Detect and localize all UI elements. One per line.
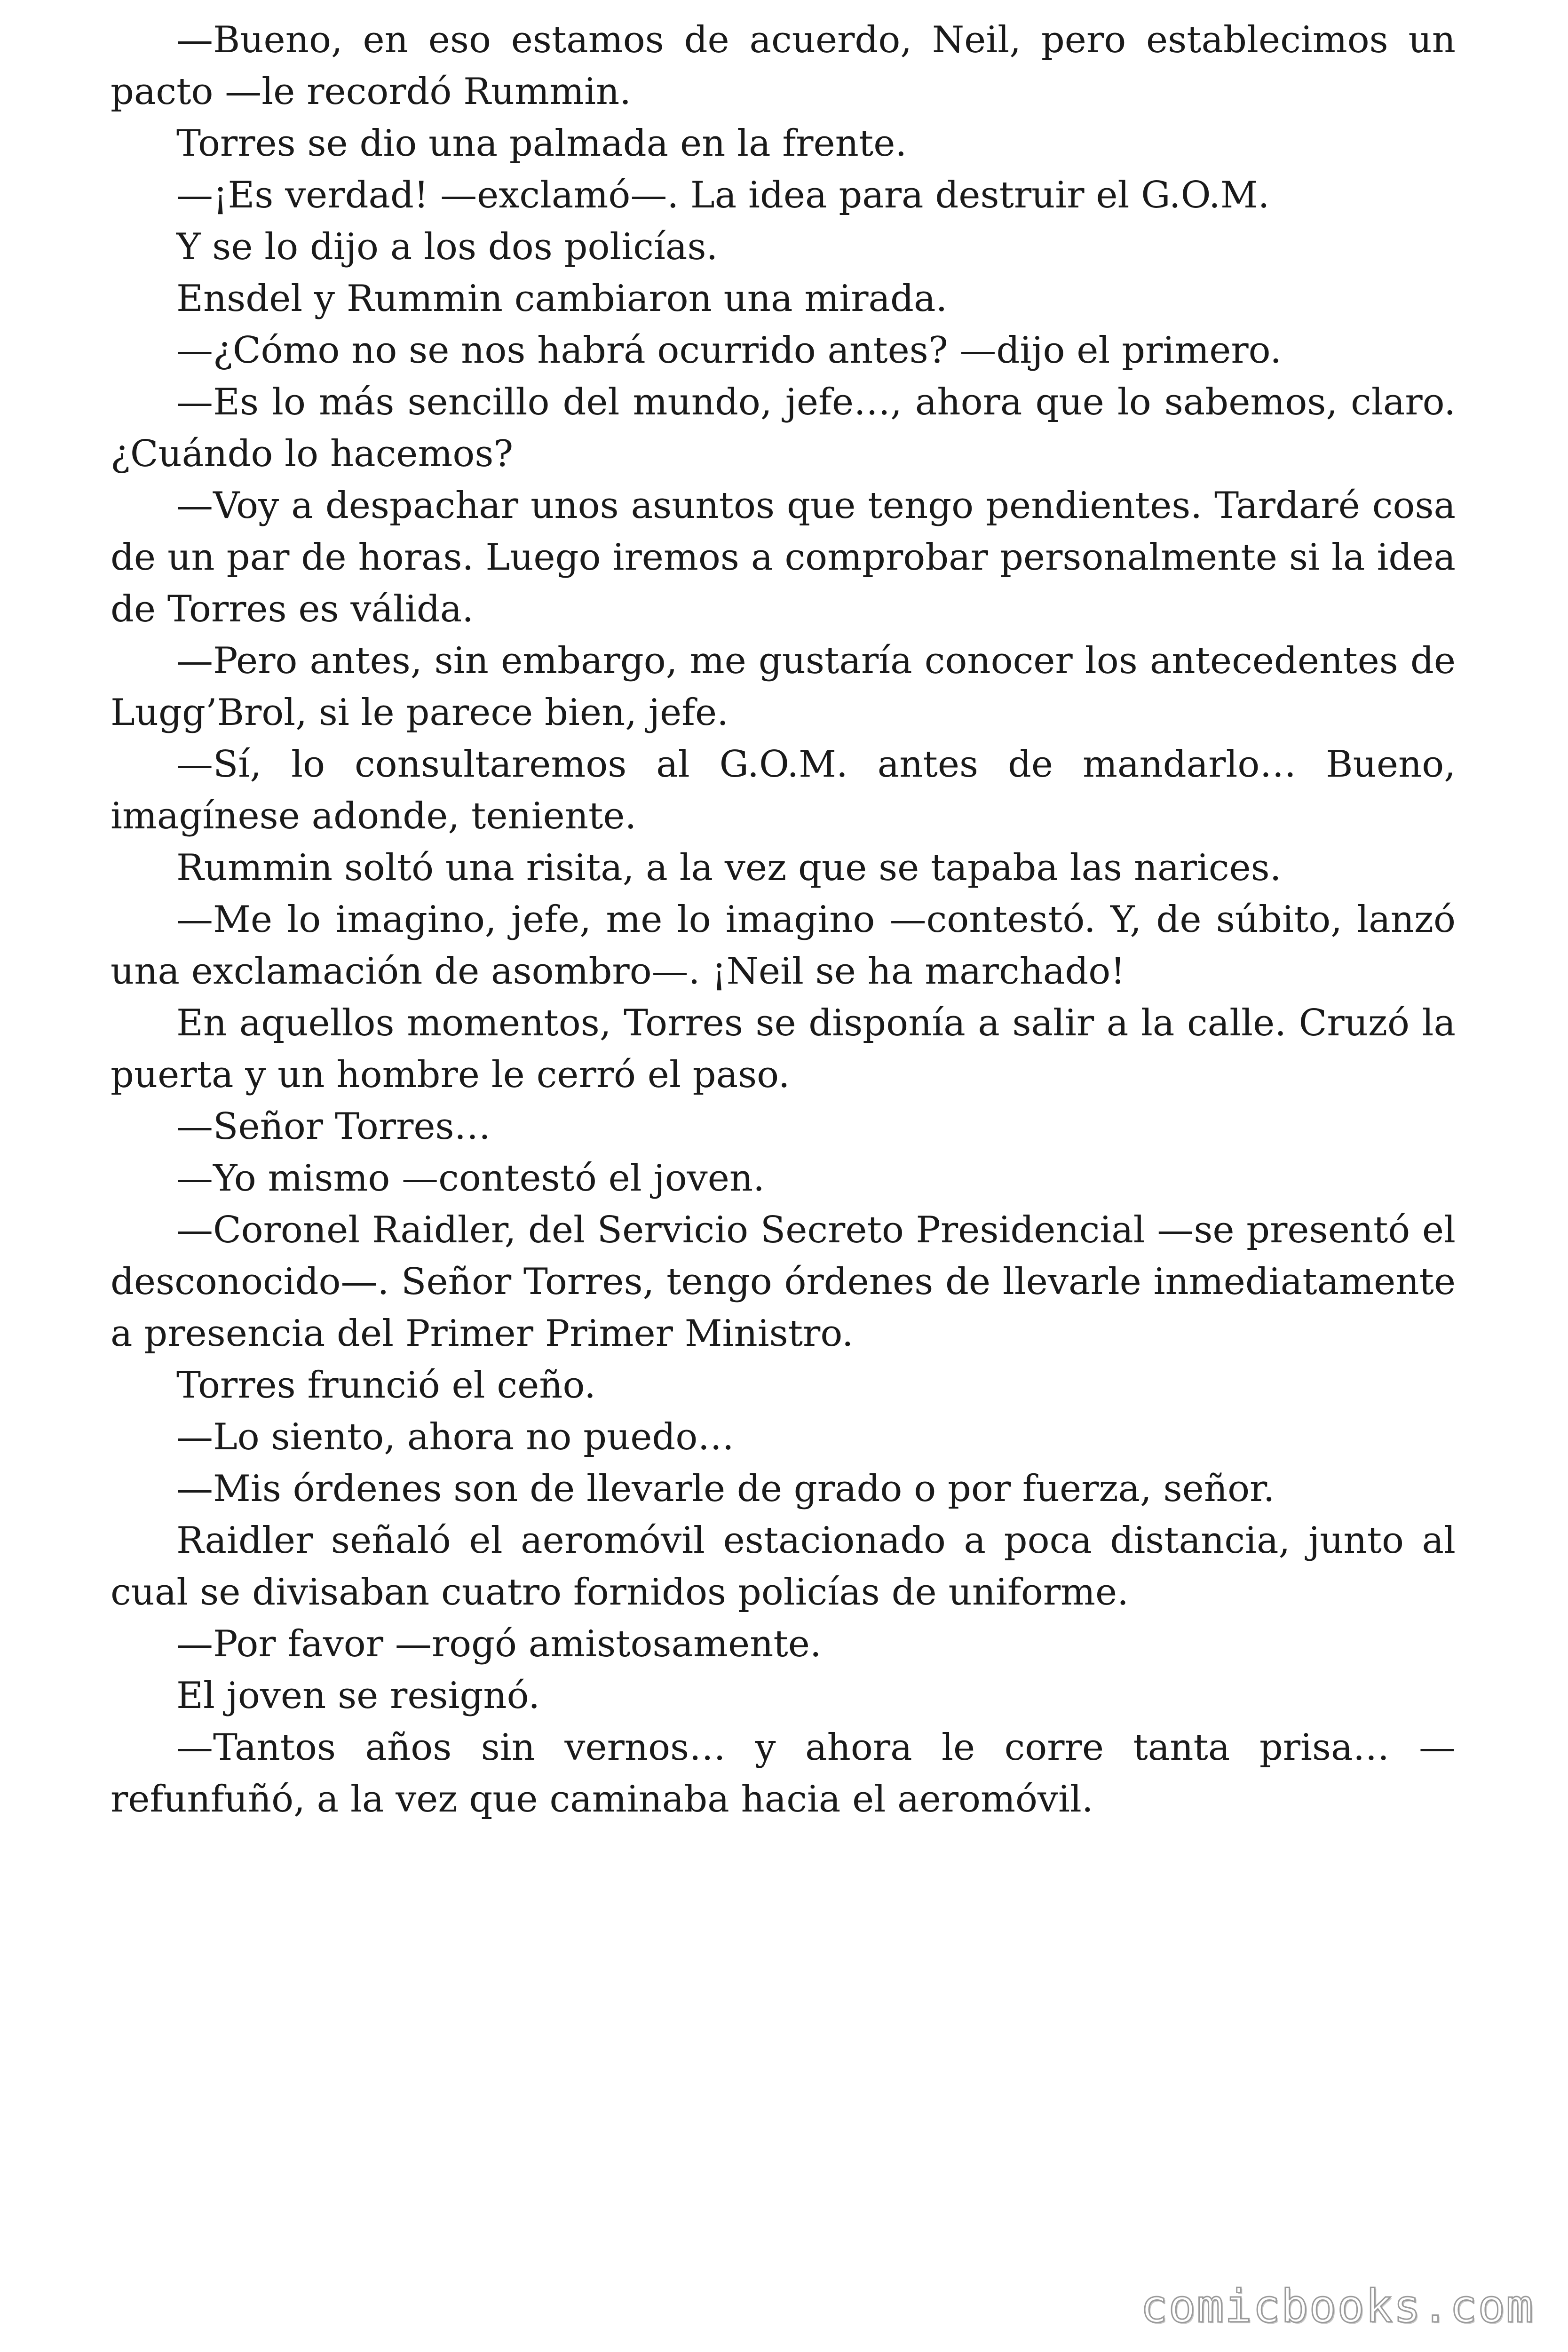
paragraph: —¡Es verdad! —exclamó—. La idea para destruir el G.O.M. bbox=[176, 174, 1270, 216]
paragraph: En aquellos momentos, Torres se disponía a salir a la calle. Cruzó la puerta y un hombre le cerró el paso. bbox=[111, 1002, 1456, 1096]
paragraph: —Yo mismo —contestó el joven. bbox=[176, 1157, 765, 1200]
paragraph: —Mis órdenes son de llevarle de grado o por fuerza, señor. bbox=[176, 1468, 1275, 1510]
paragraph: —Pero antes, sin embargo, me gustaría conocer los antecedentes de Lugg’Brol, si le parece bien, jefe. bbox=[111, 640, 1456, 734]
paragraph: Y se lo dijo a los dos policías. bbox=[176, 226, 718, 268]
paragraph: —Voy a despachar unos asuntos que tengo pendientes. Tardaré cosa de un par de horas. Luego iremos a comprobar personalmente si la idea de Torres es válida. bbox=[111, 485, 1456, 630]
paragraph: —Es lo más sencillo del mundo, jefe…, ahora que lo sabemos, claro. ¿Cuándo lo hacemos? bbox=[111, 381, 1456, 475]
paragraph: —Lo siento, ahora no puedo… bbox=[176, 1416, 735, 1458]
paragraph: —¿Cómo no se nos habrá ocurrido antes? —dijo el primero. bbox=[176, 329, 1282, 372]
paragraph: Rummin soltó una risita, a la vez que se tapaba las narices. bbox=[176, 847, 1282, 889]
paragraph: —Me lo imagino, jefe, me lo imagino —contestó. Y, de súbito, lanzó una exclamación de asombro—. ¡Neil se ha marchado! bbox=[111, 898, 1456, 993]
paragraph: El joven se resignó. bbox=[176, 1675, 540, 1717]
paragraph: Torres frunció el ceño. bbox=[176, 1364, 596, 1406]
site-watermark: comicbooks.com bbox=[1140, 2280, 1534, 2333]
paragraph: Torres se dio una palmada en la frente. bbox=[176, 122, 907, 165]
paragraph: —Bueno, en eso estamos de acuerdo, Neil, pero establecimos un pacto —le recordó Rummin. bbox=[111, 19, 1456, 113]
paragraph: —Por favor —rogó amistosamente. bbox=[176, 1623, 822, 1665]
paragraph: —Señor Torres… bbox=[176, 1105, 491, 1148]
paragraph: —Coronel Raidler, del Servicio Secreto Presidencial —se presentó el desconocido—. Señor Torres, tengo órdenes de llevarle inmediatamente a presencia del Primer Primer Ministro. bbox=[111, 1209, 1456, 1355]
paragraph: —Tantos años sin vernos… y ahora le corre tanta prisa… —refunfuñó, a la vez que caminaba hacia el aeromóvil. bbox=[111, 1726, 1456, 1820]
paragraph: —Sí, lo consultaremos al G.O.M. antes de mandarlo… Bueno, imagínese adonde, teniente. bbox=[111, 743, 1456, 837]
body-text bbox=[111, 14, 1456, 1825]
paragraph: Raidler señaló el aeromóvil estacionado a poca distancia, junto al cual se divisaban cuatro fornidos policías de uniforme. bbox=[111, 1519, 1456, 1613]
paragraph: Ensdel y Rummin cambiaron una mirada. bbox=[176, 278, 948, 320]
